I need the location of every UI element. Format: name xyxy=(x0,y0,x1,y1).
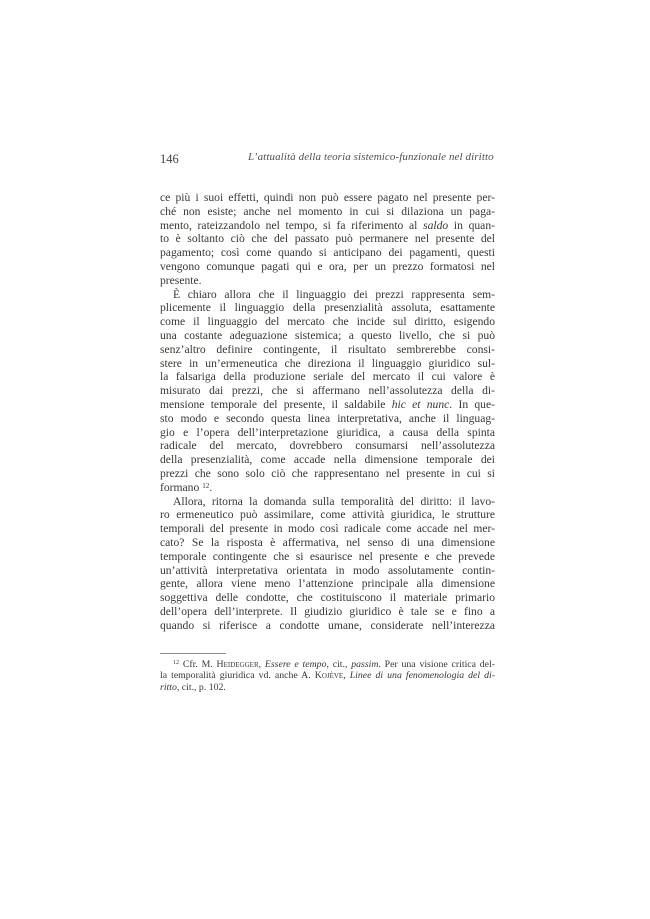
running-title: L’attualità della teoria sistemico-funzionale nel diritto xyxy=(248,151,494,163)
text-segment: sto modo e secondo questa linea interpretativa, anche il linguag- xyxy=(160,411,495,425)
body-line xyxy=(160,288,495,302)
text-segment: in quan- xyxy=(448,218,495,232)
body-line xyxy=(160,301,495,315)
body-line xyxy=(160,260,495,274)
text-segment: to è soltanto ciò che del passato può permanere nel presente del xyxy=(160,232,495,246)
text-segment: Allora, ritorna la domanda sulla temporalità del diritto: il lavo- xyxy=(173,494,495,508)
body-line xyxy=(160,550,495,564)
text-segment: Linee di una fenomenologia del di- xyxy=(349,670,495,682)
body-line xyxy=(160,426,495,440)
text-segment: mento, rateizzandolo nel tempo, si fa riferimento al xyxy=(160,218,424,232)
body-line xyxy=(160,605,495,619)
text-segment: gio e l’opera dell’interpretazione giuridica, a causa della spinta xyxy=(160,425,495,439)
text-segment: , xyxy=(258,658,265,670)
text-segment: ce più i suoi effetti, quindi non può essere pagato nel presente per- xyxy=(160,191,495,204)
text-segment: presente. xyxy=(160,273,202,287)
text-segment: È chiaro allora che il linguaggio dei prezzi rappresenta sem- xyxy=(173,287,495,301)
text-segment: . In que- xyxy=(449,397,495,411)
page-header xyxy=(160,150,495,164)
body-line xyxy=(160,232,495,246)
footnote-line xyxy=(160,659,495,671)
body-line xyxy=(160,219,495,233)
text-segment: ritto xyxy=(160,681,177,693)
text-segment: hic et nunc xyxy=(391,397,450,411)
body-line xyxy=(160,495,495,509)
text-segment: come il linguaggio del mercato che incide sul diritto, esigendo xyxy=(160,315,495,329)
text-segment: senz’altro definire contingente, il risultato sembrerebbe consi- xyxy=(160,342,495,356)
text-segment: passim xyxy=(351,658,379,670)
text-segment: , cit., p. 102. xyxy=(176,681,226,693)
body-line xyxy=(160,398,495,412)
body-line xyxy=(160,453,495,467)
text-segment: saldo xyxy=(423,218,449,232)
body-line xyxy=(160,564,495,578)
body-line xyxy=(160,536,495,550)
body-line xyxy=(160,481,495,495)
text-segment: , xyxy=(343,670,350,682)
footnote-separator xyxy=(160,653,226,654)
body-line xyxy=(160,191,495,205)
text-segment: Heidegger xyxy=(216,658,259,670)
body-line xyxy=(160,205,495,219)
footnote-text xyxy=(160,659,495,694)
text-segment: la falsariga della produzione seriale del mercato il cui valore è xyxy=(160,370,495,384)
body-line xyxy=(160,370,495,384)
text-segment: un’attività interpretativa orientata in modo assolutamente contin- xyxy=(160,563,495,577)
text-segment: gente, allora viene meno l’attenzione principale alla dimensione xyxy=(160,577,495,591)
body-line xyxy=(160,508,495,522)
footnote-line xyxy=(160,682,495,694)
text-segment: temporale contingente che si esaurisce nel presente e che prevede xyxy=(160,549,495,563)
text-segment: plicemente il linguaggio della presenzialità assoluta, esattamente xyxy=(160,301,495,315)
text-segment: misurato dai prezzi, che si affermano nell’assolutezza della di- xyxy=(160,384,495,398)
body-line xyxy=(160,412,495,426)
footnote-line xyxy=(160,670,495,682)
text-segment: prezzi che sono solo ciò che rappresentano nel presente in cui si xyxy=(160,466,495,480)
footnote-ref: 12 xyxy=(173,659,180,666)
text-segment: Cfr. M. xyxy=(179,658,217,670)
text-segment: , cit., xyxy=(326,658,352,670)
body-line xyxy=(160,343,495,357)
text-segment: la temporalità giuridica vd. anche A. xyxy=(160,670,315,682)
text-segment: . xyxy=(209,480,213,494)
text-segment: formano xyxy=(160,480,203,494)
text-segment: ché non esiste; anche nel momento in cui si dilaziona un paga- xyxy=(160,204,495,218)
text-segment: una costante adeguazione sistemica; a questo livello, che si può xyxy=(160,328,495,342)
body-line xyxy=(160,439,495,453)
body-line xyxy=(160,522,495,536)
page-body-text xyxy=(160,191,495,633)
footnote xyxy=(160,653,495,694)
footnote-ref: 12 xyxy=(202,481,210,490)
text-segment: . Per una visione critica del- xyxy=(378,658,496,670)
text-segment: pagamento; così come quando si anticipano dei pagamenti, questi xyxy=(160,246,495,260)
body-line xyxy=(160,619,495,633)
text-segment: quando si riferisce a condotte umane, considerate nell’interezza xyxy=(160,618,495,632)
body-line xyxy=(160,357,495,371)
text-segment: stere in un’ermeneutica che direziona il linguaggio giuridico sul- xyxy=(160,356,495,370)
text-segment: Essere e tempo xyxy=(264,658,327,670)
body-line xyxy=(160,246,495,260)
body-line xyxy=(160,315,495,329)
body-line xyxy=(160,384,495,398)
text-segment: soggettiva delle condotte, che costituiscono il materiale primario xyxy=(160,591,495,605)
book-page xyxy=(160,150,495,694)
text-segment: ro ermeneutico può assimilare, come attività giuridica, le strutture xyxy=(160,508,495,522)
text-segment: cato? Se la risposta è affermativa, nel senso di una dimensione xyxy=(160,535,495,549)
page-number: 146 xyxy=(160,152,179,166)
text-segment: Kojève xyxy=(314,670,344,682)
text-segment: vengono comunque pagati qui e ora, per un prezzo formatosi nel xyxy=(160,259,495,273)
body-line xyxy=(160,577,495,591)
text-segment: della presenzialità, come accade nella dimensione temporale dei xyxy=(160,453,495,467)
body-line xyxy=(160,467,495,481)
body-line xyxy=(160,591,495,605)
body-line xyxy=(160,329,495,343)
body-line xyxy=(160,274,495,288)
text-segment: radicale del mercato, dovrebbero consumarsi nell’assolutezza xyxy=(160,439,495,453)
text-segment: temporali del presente in modo così radicale come accade nel mer- xyxy=(160,522,495,536)
text-segment: mensione temporale del presente, il saldabile xyxy=(160,397,392,411)
text-segment: dell’opera dell’interprete. Il giudizio giuridico è tale se e fino a xyxy=(160,604,495,618)
